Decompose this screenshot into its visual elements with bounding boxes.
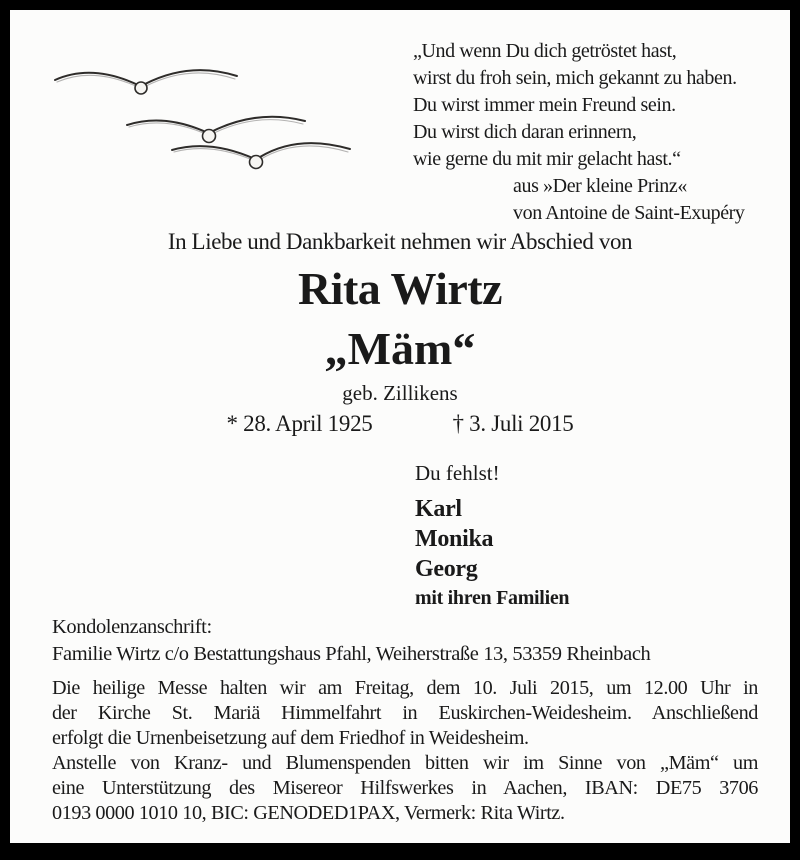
condolence-label: Kondolenzanschrift: bbox=[52, 616, 212, 638]
quote-line: Du wirst dich daran erinnern, bbox=[413, 121, 637, 143]
quote-line: Du wirst immer mein Freund sein. bbox=[413, 94, 676, 116]
quote-line: „Und wenn Du dich getröstet hast, bbox=[413, 40, 677, 62]
maiden-name: geb. Zillikens bbox=[342, 381, 458, 405]
donation-line: Anstelle von Kranz- und Blumenspenden bitten wir im Sinne von „Mäm“ um bbox=[52, 751, 758, 774]
service-donation-block bbox=[52, 676, 758, 825]
condolence-address: Familie Wirtz c/o Bestattungshaus Pfahl, Weiherstraße 13, 53359 Rheinbach bbox=[52, 642, 651, 665]
death-date: † 3. Juli 2015 bbox=[452, 411, 574, 436]
bird-sketch-2 bbox=[127, 117, 305, 143]
service-line: Die heilige Messe halten wir am Freitag, dem 10. Juli 2015, um 12.00 Uhr in bbox=[52, 677, 758, 699]
life-dates bbox=[10, 411, 790, 437]
memorial-quote bbox=[413, 38, 745, 227]
donation-line: eine Unterstützung des Misereor Hilfswerkes in Aachen, IBAN: DE75 3706 bbox=[52, 776, 758, 799]
deceased-nickname: „Mäm“ bbox=[324, 323, 476, 374]
families-line: mit ihren Familien bbox=[415, 587, 570, 609]
missing-line: Du fehlst! bbox=[415, 461, 500, 485]
bird-sketch-1 bbox=[55, 70, 237, 94]
mourner-name: Georg bbox=[415, 556, 478, 582]
condolence-block bbox=[52, 614, 758, 667]
mourner-name: Monika bbox=[415, 526, 494, 552]
quote-author: von Antoine de Saint-Exupéry bbox=[513, 202, 745, 224]
service-line: erfolgt die Urnenbeisetzung auf dem Friedhof in Weidesheim. bbox=[52, 726, 529, 749]
deceased-name: Rita Wirtz bbox=[297, 263, 503, 314]
farewell-intro: In Liebe und Dankbarkeit nehmen wir Abschied von bbox=[167, 229, 633, 254]
obituary-paper bbox=[10, 10, 790, 843]
birth-date: * 28. April 1925 bbox=[226, 411, 373, 436]
service-line: der Kirche St. Mariä Himmelfahrt in Euskirchen-Weidesheim. Anschließend bbox=[52, 701, 758, 724]
quote-line: wie gerne du mit mir gelacht hast.“ bbox=[413, 148, 681, 170]
mourners-block bbox=[415, 460, 569, 610]
bird-sketch-3 bbox=[172, 143, 350, 168]
donation-line: 0193 0000 1010 10, BIC: GENODED1PAX, Vermerk: Rita Wirtz. bbox=[52, 801, 565, 824]
flying-birds-sketch-icon bbox=[40, 35, 380, 170]
mourner-name: Karl bbox=[415, 496, 462, 522]
quote-line: wirst du froh sein, mich gekannt zu haben. bbox=[413, 67, 737, 89]
quote-source: aus »Der kleine Prinz« bbox=[513, 175, 687, 197]
